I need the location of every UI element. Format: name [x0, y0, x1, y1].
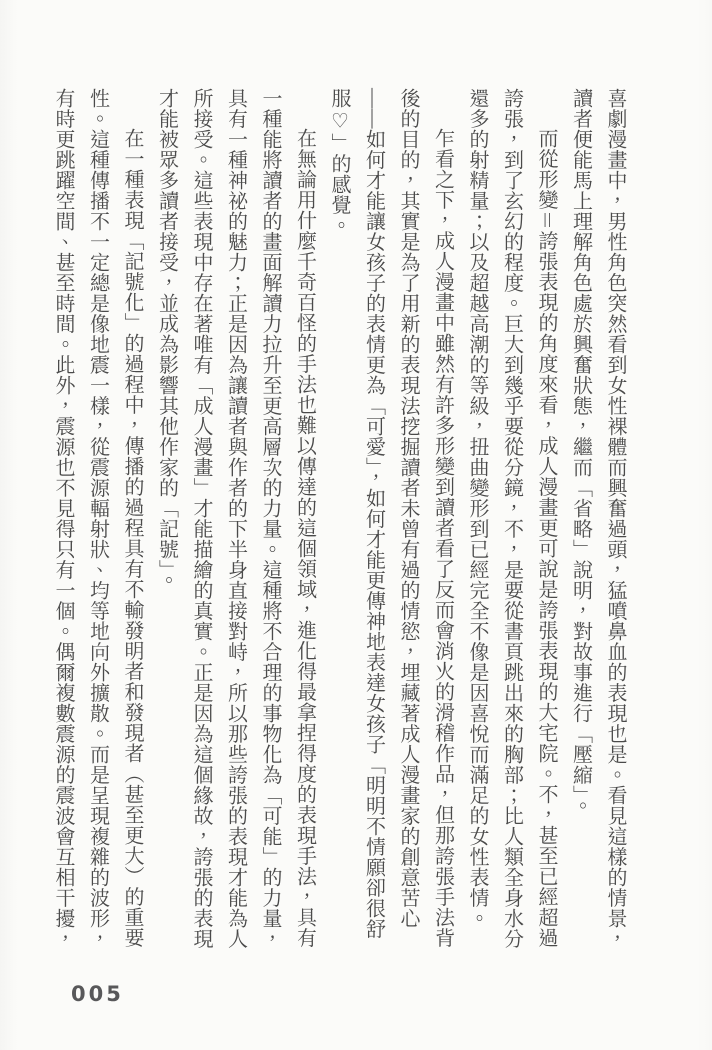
paragraph-2: 而從形變＝誇張表現的角度來看，成人漫畫更可說是誇張表現的大宅院。不，甚至已經超過誇張，到了玄幻的程度。巨大到幾乎要從分鏡，不，是要從書頁跳出來的胸部；比人類全身水分還多的射精量；以及超越高潮的等級，扭曲變形到已經完全不像是因喜悅而滿足的女性表情。 [466, 88, 557, 949]
paragraph-1: 喜劇漫畫中，男性角色突然看到女性裸體而興奮過頭，猛噴鼻血的表現也是。看見這樣的情景，讀者便能馬上理解角色處於興奮狀態，繼而「省略」說明，對故事進行「壓縮」。 [569, 88, 626, 949]
paragraph-4: 在無論用什麼千奇百怪的手法也難以傳達的這個領域，進化得最拿捏得度的表現手法，具有一種能將讀者的畫面解讀力拉升至更高層次的力量。這種將不合理的事物化為「可能」的力量，具有一種神祕的魅力；正是因為讓讀者與作者的下半身直接對峙，所以那些誇張的表現才能為人所接受。這些表現中存在著唯有「成人漫畫」才能描繪的真實。正是因為這個緣故，誇張的表現才能被眾多讀者接受，並成為影響其他作家的「記號」。 [155, 88, 316, 949]
page-number: 005 [71, 982, 124, 1006]
text-column-block [50, 88, 632, 950]
paragraph-5: 在一種表現「記號化」的過程中，傳播的過程具有不輸發明者和發現者（甚至更大）的重要性。這種傳播不一定總是像地震一樣，從震源輻射狀、均等地向外擴散。而是呈現複雜的波形，有時更跳躍空間、甚至時間。此外，震源也不見得只有一個。偶爾複數震源的震波會互相干擾， [52, 88, 143, 949]
paragraph-3: 乍看之下，成人漫畫中雖然有許多形變到讀者看了反而會消火的滑稽作品，但那誇張手法背後的目的，其實是為了用新的表現法挖掘讀者未曾有過的情慾，埋藏著成人漫畫家的創意苦心——如何才能讓女孩子的表情更為「可愛」，如何才能更傳神地表達女孩子「明明不情願卻很舒服♡」的感覺。 [328, 88, 454, 948]
